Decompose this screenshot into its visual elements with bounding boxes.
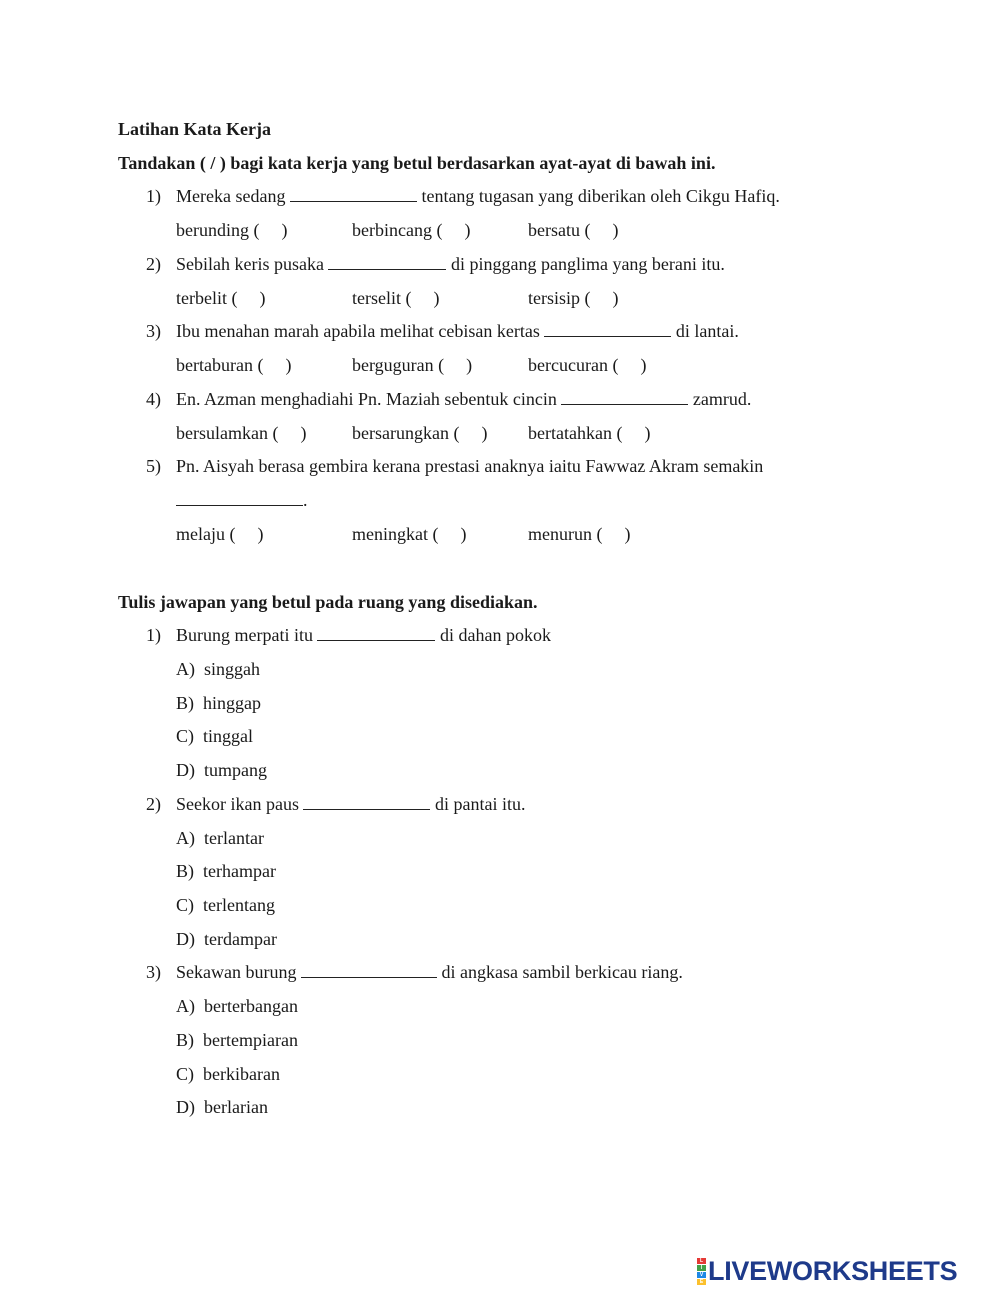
choice-letter: D) [176, 760, 195, 780]
choice-item [176, 928, 277, 950]
option-label: berunding ( [176, 220, 260, 240]
question-number: 4) [146, 389, 161, 409]
option-paren: ) [612, 288, 619, 308]
option-paren: ) [259, 288, 266, 308]
question-sentence [176, 793, 525, 815]
answer-blank[interactable] [328, 254, 446, 270]
option-label: tersisip ( [528, 288, 591, 308]
option-checkbox[interactable] [176, 354, 291, 376]
option-paren: ) [281, 220, 288, 240]
choice-letter: D) [176, 929, 195, 949]
question-number: 2) [146, 254, 161, 274]
answer-blank[interactable] [561, 389, 688, 405]
option-checkbox[interactable] [352, 523, 466, 545]
choice-letter: B) [176, 861, 194, 881]
option-label: menurun ( [528, 524, 603, 544]
option-label: terbelit ( [176, 288, 238, 308]
option-paren: ) [464, 220, 471, 240]
option-label: melaju ( [176, 524, 236, 544]
sentence-before: Sekawan burung [176, 962, 297, 982]
sentence-after: tentang tugasan yang diberikan oleh Cikgu Hafiq. [421, 186, 780, 206]
answer-blank[interactable] [303, 794, 430, 810]
sentence-after: . [303, 490, 308, 510]
option-checkbox[interactable] [176, 219, 287, 241]
sentence-before: En. Azman menghadiahi Pn. Maziah sebentuk cincin [176, 389, 557, 409]
choice-letter: C) [176, 1064, 194, 1084]
question-number: 1) [146, 625, 161, 645]
option-checkbox[interactable] [352, 287, 439, 309]
answer-blank[interactable] [544, 321, 671, 337]
choice-letter: C) [176, 895, 194, 915]
logo-block: V [697, 1272, 706, 1278]
choice-letter: A) [176, 659, 195, 679]
question-sentence [176, 253, 725, 275]
choice-text: terdampar [204, 929, 277, 949]
logo-text: LIVEWORKSHEETS [708, 1255, 958, 1286]
choice-item [176, 759, 267, 781]
option-label: bersulamkan ( [176, 423, 279, 443]
answer-blank[interactable] [317, 625, 435, 641]
choice-text: tumpang [204, 760, 267, 780]
choice-letter: B) [176, 693, 194, 713]
section1-instruction: Tandakan ( / ) bagi kata kerja yang betul berdasarkan ayat-ayat di bawah ini. [118, 153, 716, 173]
choice-letter: A) [176, 828, 195, 848]
option-checkbox[interactable] [352, 422, 487, 444]
option-label: bersarungkan ( [352, 423, 460, 443]
option-paren: ) [433, 288, 440, 308]
question-number: 3) [146, 321, 161, 341]
option-checkbox[interactable] [528, 287, 619, 309]
option-paren: ) [460, 524, 467, 544]
question-number: 5) [146, 456, 161, 476]
choice-item [176, 692, 261, 714]
option-checkbox[interactable] [176, 523, 263, 545]
option-paren: ) [624, 524, 631, 544]
option-paren: ) [612, 220, 619, 240]
option-paren: ) [300, 423, 307, 443]
worksheet-title: Latihan Kata Kerja [118, 119, 271, 139]
answer-blank[interactable] [290, 186, 417, 202]
choice-text: berterbangan [204, 996, 298, 1016]
option-label: bersatu ( [528, 220, 591, 240]
sentence-before: Sebilah keris pusaka [176, 254, 324, 274]
option-paren: ) [285, 355, 292, 375]
choice-letter: B) [176, 1030, 194, 1050]
liveworksheets-logo[interactable] [697, 1256, 957, 1286]
choice-item [176, 658, 260, 680]
choice-item [176, 827, 264, 849]
option-paren: ) [466, 355, 473, 375]
choice-letter: A) [176, 996, 195, 1016]
option-label: bertaburan ( [176, 355, 264, 375]
sentence-after: di dahan pokok [439, 625, 551, 645]
sentence-before: Ibu menahan marah apabila melihat cebisan kertas [176, 321, 540, 341]
option-label: bercucuran ( [528, 355, 619, 375]
choice-letter: D) [176, 1097, 195, 1117]
option-checkbox[interactable] [176, 287, 265, 309]
option-paren: ) [640, 355, 647, 375]
option-checkbox[interactable] [176, 422, 306, 444]
option-paren: ) [257, 524, 264, 544]
option-label: bertatahkan ( [528, 423, 623, 443]
option-checkbox[interactable] [352, 219, 470, 241]
option-checkbox[interactable] [528, 422, 650, 444]
sentence-after: di angkasa sambil berkicau riang. [441, 962, 683, 982]
logo-block: E [697, 1279, 706, 1285]
section2-instruction: Tulis jawapan yang betul pada ruang yang disediakan. [118, 592, 538, 612]
sentence-before: Mereka sedang [176, 186, 286, 206]
sentence-before: Seekor ikan paus [176, 794, 299, 814]
question-sentence [176, 624, 551, 646]
option-checkbox[interactable] [528, 354, 646, 376]
choice-text: tinggal [203, 726, 253, 746]
question-sentence [176, 961, 683, 983]
option-checkbox[interactable] [352, 354, 472, 376]
option-label: terselit ( [352, 288, 412, 308]
logo-block: I [697, 1265, 706, 1271]
option-label: berguguran ( [352, 355, 445, 375]
option-paren: ) [644, 423, 651, 443]
choice-text: terlentang [203, 895, 275, 915]
sentence-after: di lantai. [675, 321, 739, 341]
choice-text: hinggap [203, 693, 261, 713]
choice-text: terlantar [204, 828, 264, 848]
question-sentence [176, 320, 739, 342]
answer-blank[interactable] [301, 962, 437, 978]
question-sentence [176, 185, 780, 207]
choice-item [176, 1096, 268, 1118]
answer-blank[interactable] [176, 490, 303, 506]
option-checkbox[interactable] [528, 523, 630, 545]
question-number: 1) [146, 186, 161, 206]
choice-text: singgah [204, 659, 260, 679]
choice-item [176, 995, 298, 1017]
option-checkbox[interactable] [528, 219, 618, 241]
sentence-after: di pantai itu. [434, 794, 526, 814]
question-sentence: Pn. Aisyah berasa gembira kerana prestasi anaknya iaitu Fawwaz Akram semakin [176, 456, 764, 476]
logo-block: L [697, 1258, 706, 1264]
option-label: berbincang ( [352, 220, 443, 240]
option-paren: ) [481, 423, 488, 443]
choice-item [176, 1063, 280, 1085]
sentence-before: Burung merpati itu [176, 625, 313, 645]
choice-text: bertempiaran [203, 1030, 298, 1050]
choice-item [176, 894, 275, 916]
choice-text: berlarian [204, 1097, 268, 1117]
question-number: 3) [146, 962, 161, 982]
choice-item [176, 725, 253, 747]
sentence-after: di pinggang panglima yang berani itu. [450, 254, 725, 274]
question-number: 2) [146, 794, 161, 814]
choice-text: berkibaran [203, 1064, 280, 1084]
question-sentence-continued [176, 489, 308, 511]
choice-letter: C) [176, 726, 194, 746]
choice-item [176, 1029, 298, 1051]
sentence-after: zamrud. [692, 389, 752, 409]
logo-mark-icon [697, 1258, 705, 1285]
question-sentence [176, 388, 751, 410]
option-label: meningkat ( [352, 524, 439, 544]
choice-item [176, 860, 276, 882]
choice-text: terhampar [203, 861, 276, 881]
